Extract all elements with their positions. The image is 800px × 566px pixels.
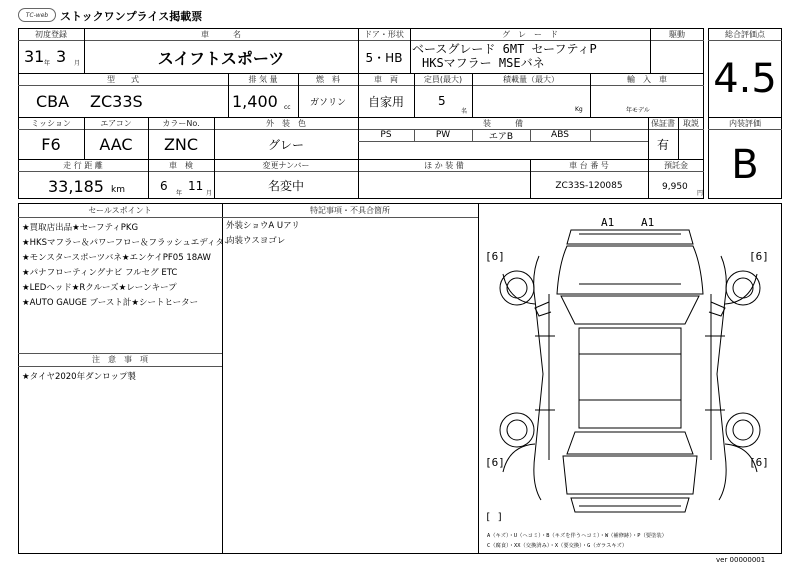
model-prefix: CBA — [36, 92, 70, 111]
hdr-mission: ミッション — [31, 118, 71, 128]
hdr-interior: 内装評価 — [729, 118, 761, 128]
hdr-name: 車 名 — [201, 29, 241, 39]
overall-score: 4.5 — [713, 56, 777, 102]
hdr-displacement: 排 気 量 — [248, 74, 278, 84]
door-shape: 5・HB — [365, 50, 403, 65]
version-label: ver 00000001 — [716, 556, 766, 564]
hdr-load: 積載量（最大） — [503, 74, 559, 84]
hdr-equipment: 装 備 — [483, 118, 523, 128]
sales-point: ★LEDヘッド★Rクルーズ★レーンキープ — [22, 283, 177, 293]
hdr-reserve: 預託金 — [664, 160, 688, 170]
aircon-value: AAC — [99, 135, 133, 154]
hdr-model: 型 式 — [107, 74, 139, 84]
mission-value: F6 — [41, 135, 61, 154]
hdr-exterior: 外 装 色 — [266, 118, 306, 128]
hdr-aircon: エアコン — [100, 118, 132, 128]
hdr-plate: 変更ナンバー — [262, 160, 310, 170]
displacement-value: 1,400 — [232, 92, 278, 111]
hdr-import: 輸 入 車 — [627, 74, 667, 84]
hdr-drive: 駆動 — [669, 29, 685, 39]
capacity-value: 5 — [438, 94, 446, 108]
tire-depth-rear-left: [6] — [485, 456, 505, 469]
mileage-unit: km — [111, 185, 125, 195]
hdr-mileage: 走 行 距 離 — [63, 160, 103, 170]
spare-tire: [ ] — [485, 512, 504, 523]
inspection-year-unit: 年 — [176, 190, 183, 197]
special-item: 外装ショウA Uアリ — [226, 221, 300, 231]
damage-legend-line2: C（腐食）・XX（交換済み）・X（要交換）・G（ガラスキズ） — [487, 543, 628, 549]
damage-mark-a1: A1 — [641, 216, 655, 229]
hdr-inspection: 車 検 — [169, 160, 193, 170]
hdr-overall: 総合評価点 — [725, 29, 765, 39]
hdr-color-no: カラーNo. — [162, 118, 200, 128]
load-unit: Kg — [575, 106, 583, 113]
exterior-value: グレー — [267, 138, 304, 152]
interior-score: B — [731, 141, 759, 188]
hdr-capacity: 定員(最大) — [423, 74, 463, 84]
sales-point: ★買取店出品★セーフティPKG — [22, 223, 139, 233]
equip-ps: PS — [380, 130, 392, 140]
special-list — [226, 219, 300, 249]
reserve-unit: 円 — [697, 190, 704, 197]
sales-point: ★モンスタースポーツバネ★エンケイPF05 18AW — [22, 253, 211, 263]
plate-value: 名変中 — [267, 179, 304, 193]
damage-mark-a1: A1 — [601, 216, 615, 229]
model-value: ZC33S — [90, 92, 143, 111]
notes-header: 注 意 事 項 — [92, 355, 148, 364]
note-item: ★タイヤ2020年ダンロップ製 — [22, 372, 136, 382]
sales-point: ★パナフローティングナビ フルセグ ETC — [22, 268, 178, 278]
capacity-unit: 名 — [461, 108, 468, 115]
warranty-value: 有 — [656, 138, 669, 152]
car-name: スイフトスポーツ — [157, 48, 285, 68]
hdr-grade: グ レ ー ド — [502, 29, 558, 39]
sales-point: ★AUTO GAUGE ブースト計★シートヒーター — [22, 298, 199, 308]
tire-depth-rear-right: [6] — [749, 456, 769, 469]
hdr-chassis: 車 台 番 号 — [569, 160, 609, 170]
hdr-category: 車 両 — [374, 74, 398, 84]
notes-list — [22, 370, 136, 385]
special-item: 内装ウスヨゴレ — [226, 236, 286, 246]
damage-legend-line1: A（キズ）・U（ヘコミ）・B（キズを伴うヘコミ）・W（補修跡）・P（要塗装） — [487, 533, 667, 539]
color-no-value: ZNC — [163, 135, 199, 154]
hdr-first-reg: 初度登録 — [35, 29, 67, 39]
hdr-door: ドア・形状 — [364, 29, 404, 39]
grade-value: ベースグレード 6MT セーフティP HKSマフラー MSEバネ — [412, 42, 597, 70]
sales-points-list — [22, 221, 233, 311]
hdr-other-equipment: ほ か 装 備 — [424, 160, 464, 170]
mileage-value: 33,185 — [48, 177, 104, 196]
inspection-month: 11 — [188, 179, 204, 193]
reserve-value: 9,950 — [662, 182, 688, 192]
hdr-manual: 取説 — [683, 118, 699, 128]
special-header: 特記事項・不具合箇所 — [310, 206, 390, 215]
fuel-value: ガソリン — [309, 98, 346, 108]
tire-depth-front-left: [6] — [485, 250, 505, 263]
page-title: ストックワンプライス掲載票 — [60, 10, 203, 23]
sales-points-header: セールスポイント — [88, 206, 152, 215]
car-diagram — [479, 204, 781, 553]
logo: TC-web — [18, 8, 56, 22]
equip-abs: ABS — [551, 130, 569, 140]
equip-airbag: エアB — [488, 131, 514, 141]
import-note: 年モデル — [626, 107, 650, 114]
inspection-year: 6 — [160, 179, 168, 193]
hdr-fuel: 燃 料 — [316, 74, 340, 84]
sales-point: ★HKSマフラー＆パワーフロー＆フラッシュエディター — [22, 238, 233, 248]
displacement-unit: cc — [284, 104, 291, 111]
hdr-warranty: 保証書 — [651, 118, 675, 128]
equip-pw: PW — [435, 130, 451, 140]
chassis-value: ZC33S-120085 — [555, 180, 623, 191]
category-value: 自家用 — [367, 95, 404, 109]
tire-depth-front-right: [6] — [749, 250, 769, 263]
inspection-month-unit: 月 — [206, 190, 213, 197]
first-reg-value: 31 年 3 月 — [24, 47, 81, 67]
